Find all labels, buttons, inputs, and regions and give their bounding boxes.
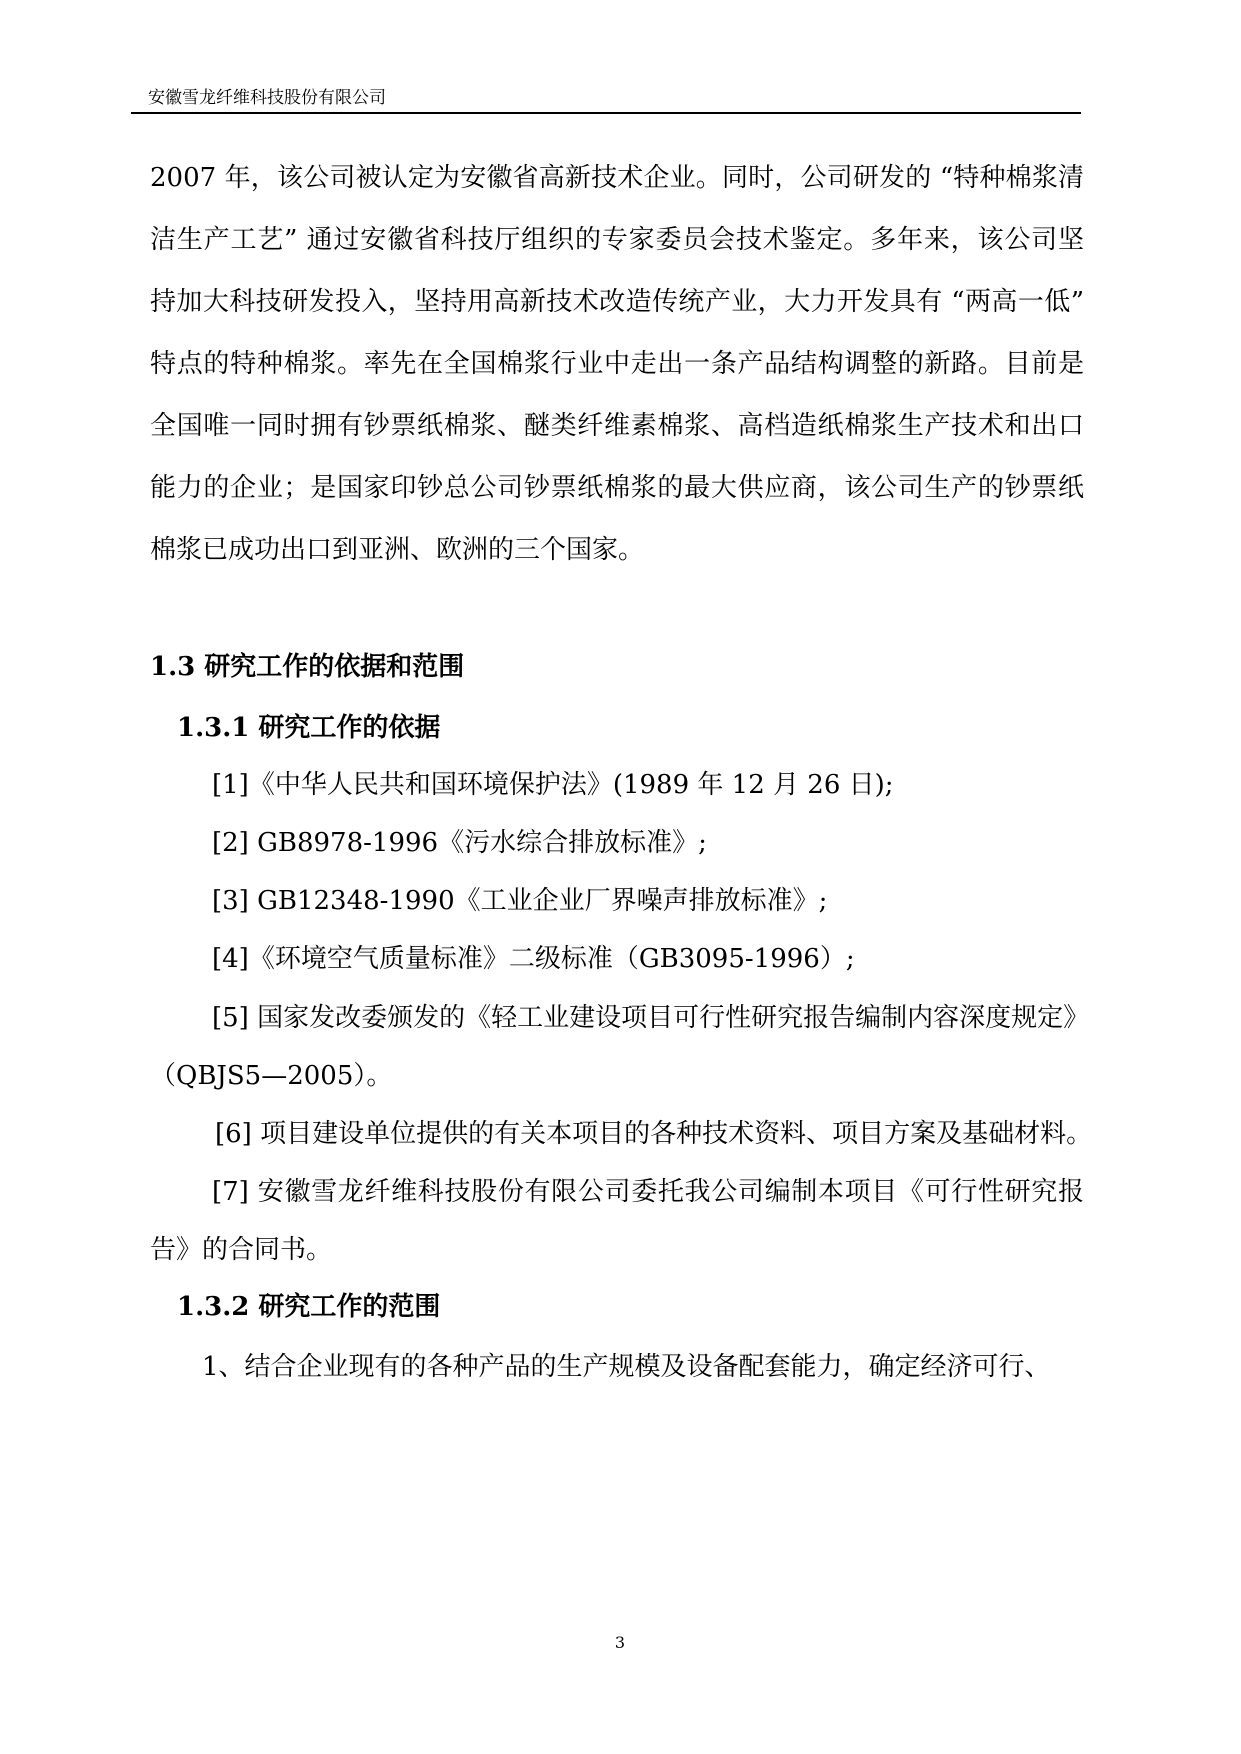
section-heading-1-3-2: 1.3.2 研究工作的范围 [177, 1292, 441, 1322]
section-heading-1-3-1: 1.3.1 研究工作的依据 [177, 713, 441, 743]
intro-line: 棉浆已成功出口到亚洲、欧洲的三个国家。 [150, 535, 645, 565]
header-company-name: 安徽雪龙纤维科技股份有限公司 [148, 88, 386, 108]
section-heading-1-3: 1.3 研究工作的依据和范围 [150, 652, 465, 682]
intro-line: 持加大科技研发投入，坚持用高新技术改造传统产业，大力开发具有 “两高一低” [150, 287, 1084, 317]
intro-line: 洁生产工艺” 通过安徽省科技厅组织的专家委员会技术鉴定。多年来，该公司坚 [150, 225, 1084, 255]
reference-item: [3] GB12348-1990《工业企业厂界噪声排放标准》; [212, 886, 828, 916]
reference-item-continued: （QBJS5—2005）。 [150, 1061, 393, 1091]
reference-item: [1]《中华人民共和国环境保护法》(1989 年 12 月 26 日); [212, 770, 894, 800]
reference-item: [5] 国家发改委颁发的《轻工业建设项目可行性研究报告编制内容深度规定》 [212, 1003, 1090, 1033]
reference-item: [7] 安徽雪龙纤维科技股份有限公司委托我公司编制本项目《可行性研究报 [212, 1177, 1084, 1207]
intro-line: 特点的特种棉浆。率先在全国棉浆行业中走出一条产品结构调整的新路。目前是 [150, 349, 1084, 379]
page-number: 3 [614, 1633, 626, 1652]
intro-line: 2007 年，该公司被认定为安徽省高新技术企业。同时，公司研发的 “特种棉浆清 [150, 163, 1084, 193]
reference-item: [2] GB8978-1996《污水综合排放标准》; [212, 828, 707, 858]
reference-item: [6] 项目建设单位提供的有关本项目的各种技术资料、项目方案及基础材料。 [215, 1119, 1093, 1149]
header-rule [131, 112, 1081, 114]
intro-line: 全国唯一同时拥有钞票纸棉浆、醚类纤维素棉浆、高档造纸棉浆生产技术和出口 [150, 411, 1084, 441]
intro-line: 能力的企业；是国家印钞总公司钞票纸棉浆的最大供应商，该公司生产的钞票纸 [150, 473, 1084, 503]
reference-item: [4]《环境空气质量标准》二级标准（GB3095-1996）; [212, 944, 855, 974]
scope-item: 1、结合企业现有的各种产品的生产规模及设备配套能力，确定经济可行、 [202, 1352, 1051, 1382]
reference-item-continued: 告》的合同书。 [150, 1235, 333, 1265]
